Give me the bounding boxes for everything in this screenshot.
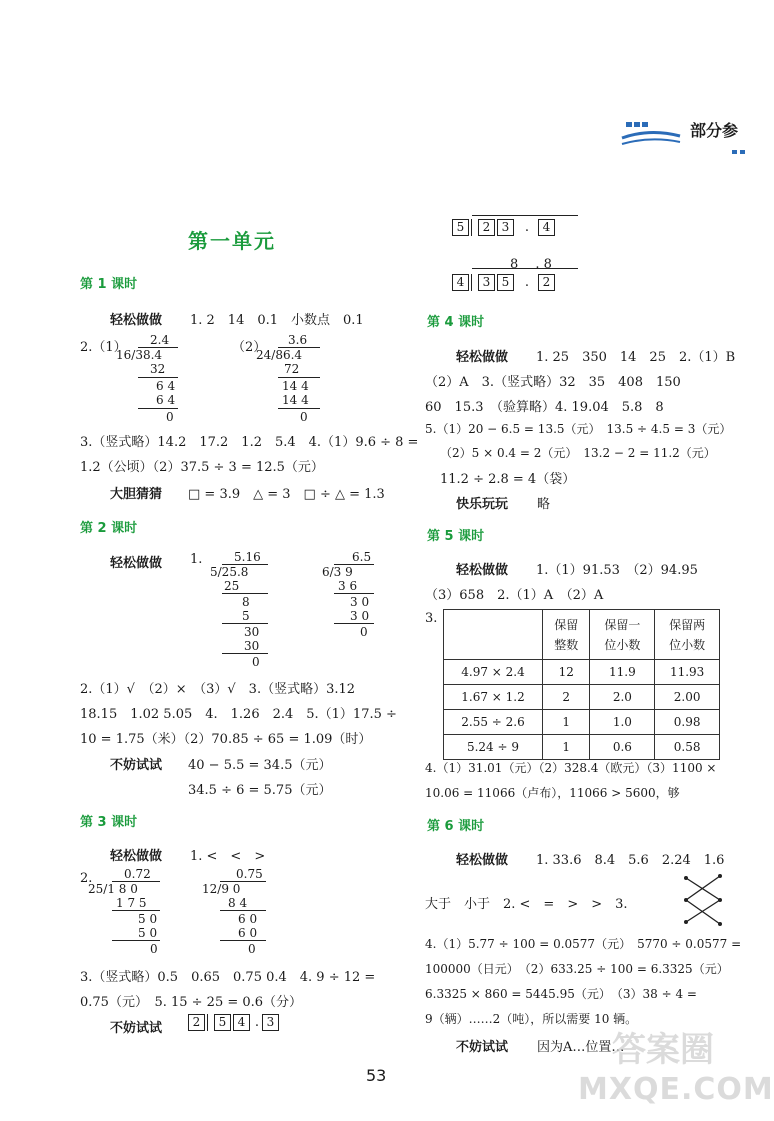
- table-cell: 0.6: [590, 735, 655, 760]
- decimal-point: .: [524, 220, 530, 235]
- lesson2-division-1: [210, 551, 290, 671]
- lesson4-l2: （2）A 3.（竖式略）32 35 408 150: [425, 375, 681, 390]
- table-header: 保留两 位小数: [655, 610, 720, 660]
- step: 6 4: [156, 393, 176, 407]
- lesson6-easy-label: 轻松做做: [456, 853, 509, 868]
- step: 8: [242, 595, 250, 609]
- decimal-point: .: [254, 1015, 260, 1030]
- lesson3-division-1: [88, 868, 168, 958]
- table-cell: 4.97 × 2.4: [444, 660, 543, 685]
- lesson1-line4: 1.2（公顷）（2）37.5 ÷ 3 = 12.5（元）: [80, 460, 324, 475]
- lesson2-try1: 40 − 5.5 = 34.5（元）: [188, 758, 332, 773]
- lesson4-l5: （2）5 × 0.4 = 2（元） 13.2 − 2 = 11.2（元）: [440, 446, 716, 460]
- step: 6 0: [238, 926, 258, 940]
- decimal-point: .: [524, 275, 530, 290]
- dividend: 5/25.8: [210, 565, 249, 579]
- lesson3-easy-label: 轻松做做: [110, 849, 163, 864]
- division-line: [220, 940, 266, 941]
- lesson3-try-boxes: [188, 1014, 281, 1031]
- lesson6-l5: 6.3325 × 860 = 5445.95（元） （3）38 ÷ 4 =: [425, 987, 697, 1001]
- division-line: [278, 408, 320, 409]
- step: 5 0: [138, 926, 158, 940]
- lesson4-l1: 1. 25 350 14 25 2.（1）B: [536, 350, 736, 365]
- table-corner: [444, 610, 543, 660]
- unit-title: 第一单元: [188, 229, 276, 253]
- lesson5-l1: 1.（1）91.53 （2）94.95: [536, 563, 698, 578]
- lesson4-easy-label: 轻松做做: [456, 350, 509, 365]
- step: 3 0: [350, 595, 370, 609]
- division-bracket: [207, 1014, 212, 1031]
- lesson3-line1: 3.（竖式略）0.5 0.65 0.75 0.4 4. 9 ÷ 12 =: [80, 970, 376, 985]
- lesson3-line2: 0.75（元） 5. 15 ÷ 25 = 0.6（分）: [80, 995, 303, 1010]
- digit-box: 3: [262, 1014, 279, 1031]
- rounding-table: [443, 609, 720, 760]
- watermark-logo: 答案圈: [612, 1030, 714, 1070]
- lesson1-heading: 第 1 课时: [80, 277, 138, 292]
- table-cell: 2.55 ÷ 2.6: [444, 710, 543, 735]
- lesson1-guess-label: 大胆猜猜: [110, 487, 163, 502]
- digit-box: 5: [452, 219, 469, 236]
- step: 14 4: [282, 393, 309, 407]
- step: 25: [224, 579, 240, 593]
- step: 0: [360, 625, 368, 639]
- step: 3 0: [350, 609, 370, 623]
- division-line: [138, 377, 178, 378]
- top-quotient: 8 . 8: [510, 257, 552, 272]
- matching-lines-icon: [680, 870, 730, 932]
- lesson4-fun-value: 略: [537, 497, 551, 512]
- lesson6-l6: 9（辆）……2（吨），所以需要 10 辆。: [425, 1012, 638, 1026]
- table-cell: 1: [543, 735, 590, 760]
- digit-box: 2: [538, 274, 555, 291]
- step: 3 6: [338, 579, 358, 593]
- lesson6-l3: 4.（1）5.77 ÷ 100 = 0.0577（元） 5770 ÷ 0.0577 =: [425, 937, 742, 951]
- digit-box: 3: [478, 274, 495, 291]
- table-cell: 0.58: [655, 735, 720, 760]
- lesson3-try-label: 不妨试试: [110, 1021, 163, 1036]
- step: 72: [284, 362, 300, 376]
- division-line: [334, 623, 374, 624]
- division-line: [222, 623, 268, 624]
- division-line: [222, 593, 268, 594]
- division-line: [220, 910, 266, 911]
- lesson6-heading: 第 6 课时: [427, 819, 485, 834]
- top-division-bar-2: [472, 268, 578, 269]
- step: 0: [300, 410, 308, 424]
- header-title: 部分参: [690, 121, 739, 140]
- lesson1-easy-label: 轻松做做: [110, 313, 163, 328]
- lesson5-easy-label: 轻松做做: [456, 563, 509, 578]
- digit-box: 4: [233, 1014, 250, 1031]
- quotient: 2.4: [150, 333, 170, 347]
- lesson6-l1: 1. 33.6 8.4 5.6 2.24 1.6: [536, 853, 725, 868]
- digit-box: 5: [497, 274, 514, 291]
- dividend: 24/86.4: [256, 348, 303, 362]
- table-cell: 1.67 × 1.2: [444, 685, 543, 710]
- step: 14 4: [282, 379, 309, 393]
- table-header-row: [444, 610, 720, 660]
- top-boxes-row2: [452, 274, 557, 291]
- lesson5-l2: （3）658 2.（1）A （2）A: [425, 588, 604, 603]
- lesson2-easy-label: 轻松做做: [110, 556, 163, 571]
- division-line: [222, 653, 268, 654]
- dividend: 16/38.4: [116, 348, 163, 362]
- lesson4-l3: 60 15.3 （验算略）4. 19.04 5.8 8: [425, 400, 664, 415]
- step: 6 4: [156, 379, 176, 393]
- table-cell: 0.98: [655, 710, 720, 735]
- lesson2-heading: 第 2 课时: [80, 521, 138, 536]
- lesson1-line3: 3.（竖式略）14.2 17.2 1.2 5.4 4.（1）9.6 ÷ 8 =: [80, 435, 419, 450]
- division-line: [112, 940, 160, 941]
- step: 8 4: [228, 896, 248, 910]
- table-cell: 1: [543, 710, 590, 735]
- step: 30: [244, 639, 260, 653]
- lesson2-q1: 1.: [190, 552, 203, 567]
- step: 5: [242, 609, 250, 623]
- table-header: 保留一 位小数: [590, 610, 655, 660]
- table-row: [444, 735, 720, 760]
- quotient: 0.75: [236, 867, 263, 881]
- quotient: 0.72: [124, 867, 151, 881]
- lesson6-try-label: 不妨试试: [456, 1040, 509, 1055]
- step: 30: [244, 625, 260, 639]
- lesson6-try-value: 因为A…位置…: [537, 1040, 625, 1055]
- table-row: [444, 660, 720, 685]
- step: 1 7 5: [116, 896, 147, 910]
- lesson4-heading: 第 4 课时: [427, 315, 485, 330]
- lesson1-q2-label: 2.（1）: [80, 340, 127, 355]
- lesson2-line3: 10 = 1.75（米）（2）70.85 ÷ 65 = 1.09（时）: [80, 732, 372, 747]
- dividend: 6/3 9: [322, 565, 353, 579]
- division-line: [278, 377, 320, 378]
- step: 0: [166, 410, 174, 424]
- lesson6-l4: 100000（日元） （2）633.25 ÷ 100 = 6.3325（元）: [425, 962, 729, 976]
- lesson2-division-2: [322, 551, 392, 641]
- lesson4-l4: 5.（1）20 − 6.5 = 13.5（元） 13.5 ÷ 4.5 = 3（元）: [425, 422, 732, 436]
- lesson1-division-1: [116, 334, 186, 424]
- quotient: 5.16: [234, 550, 261, 564]
- table-cell: 11.93: [655, 660, 720, 685]
- table-cell: 5.24 ÷ 9: [444, 735, 543, 760]
- step: 0: [248, 942, 256, 956]
- quotient: 6.5: [352, 550, 372, 564]
- lesson3-easy-values: 1. < < >: [190, 849, 266, 864]
- lesson3-heading: 第 3 课时: [80, 815, 138, 830]
- lesson2-try2: 34.5 ÷ 6 = 5.75（元）: [188, 783, 332, 798]
- lesson1-q2b-label: （2）: [232, 340, 267, 355]
- digit-box: 2: [478, 219, 495, 236]
- step: 6 0: [238, 912, 258, 926]
- division-line: [138, 408, 178, 409]
- lesson1-easy-values: 1. 2 14 0.1 小数点 0.1: [190, 313, 364, 328]
- step: 0: [150, 942, 158, 956]
- table-cell: 2.0: [590, 685, 655, 710]
- digit-box: 2: [188, 1014, 205, 1031]
- table-cell: 2.00: [655, 685, 720, 710]
- division-bracket: [471, 219, 476, 236]
- lesson1-guess-values: □ = 3.9 △ = 3 □ ÷ △ = 1.3: [188, 487, 385, 502]
- step: 0: [252, 655, 260, 669]
- digit-box: 4: [452, 274, 469, 291]
- digit-box: 4: [538, 219, 555, 236]
- division-line: [334, 593, 374, 594]
- lesson5-l4: 4.（1）31.01（元）（2）328.4（欧元）（3）1100 ×: [425, 761, 717, 775]
- watermark-url: MXQE.COM: [578, 1072, 774, 1107]
- table-row: [444, 685, 720, 710]
- division-bracket: [471, 274, 476, 291]
- table-cell: 1.0: [590, 710, 655, 735]
- lesson2-try-label: 不妨试试: [110, 758, 163, 773]
- lesson5-heading: 第 5 课时: [427, 529, 485, 544]
- top-division-bar: [472, 215, 578, 216]
- table-cell: 11.9: [590, 660, 655, 685]
- lesson3-q2: 2.: [80, 871, 93, 886]
- lesson5-l5: 10.06 = 11066（卢布），11066 > 5600，够: [425, 786, 680, 800]
- table-row: [444, 710, 720, 735]
- step: 5 0: [138, 912, 158, 926]
- top-boxes-row1: [452, 219, 557, 236]
- digit-box: 3: [497, 219, 514, 236]
- lesson4-fun-label: 快乐玩玩: [456, 497, 509, 512]
- table-header: 保留 整数: [543, 610, 590, 660]
- lesson3-division-2: [202, 868, 282, 958]
- quotient: 3.6: [288, 333, 308, 347]
- dividend: 12/9 0: [202, 882, 241, 896]
- lesson6-l2a: 大于 小于 2. < = > > 3.: [425, 897, 628, 912]
- division-line: [112, 910, 160, 911]
- lesson2-line2: 18.15 1.02 5.05 4. 1.26 2.4 5.（1）17.5 ÷: [80, 707, 397, 722]
- lesson4-l6: 11.2 ÷ 2.8 = 4（袋）: [440, 472, 576, 487]
- lesson2-line1: 2.（1）√ （2）× （3）√ 3.（竖式略）3.12: [80, 682, 356, 697]
- table-cell: 12: [543, 660, 590, 685]
- page-number: 53: [366, 1066, 387, 1085]
- step: 32: [150, 362, 166, 376]
- table-cell: 2: [543, 685, 590, 710]
- digit-box: 5: [214, 1014, 231, 1031]
- dividend: 25/1 8 0: [88, 882, 138, 896]
- lesson1-division-2: [256, 334, 326, 424]
- lesson5-q3: 3.: [425, 611, 438, 626]
